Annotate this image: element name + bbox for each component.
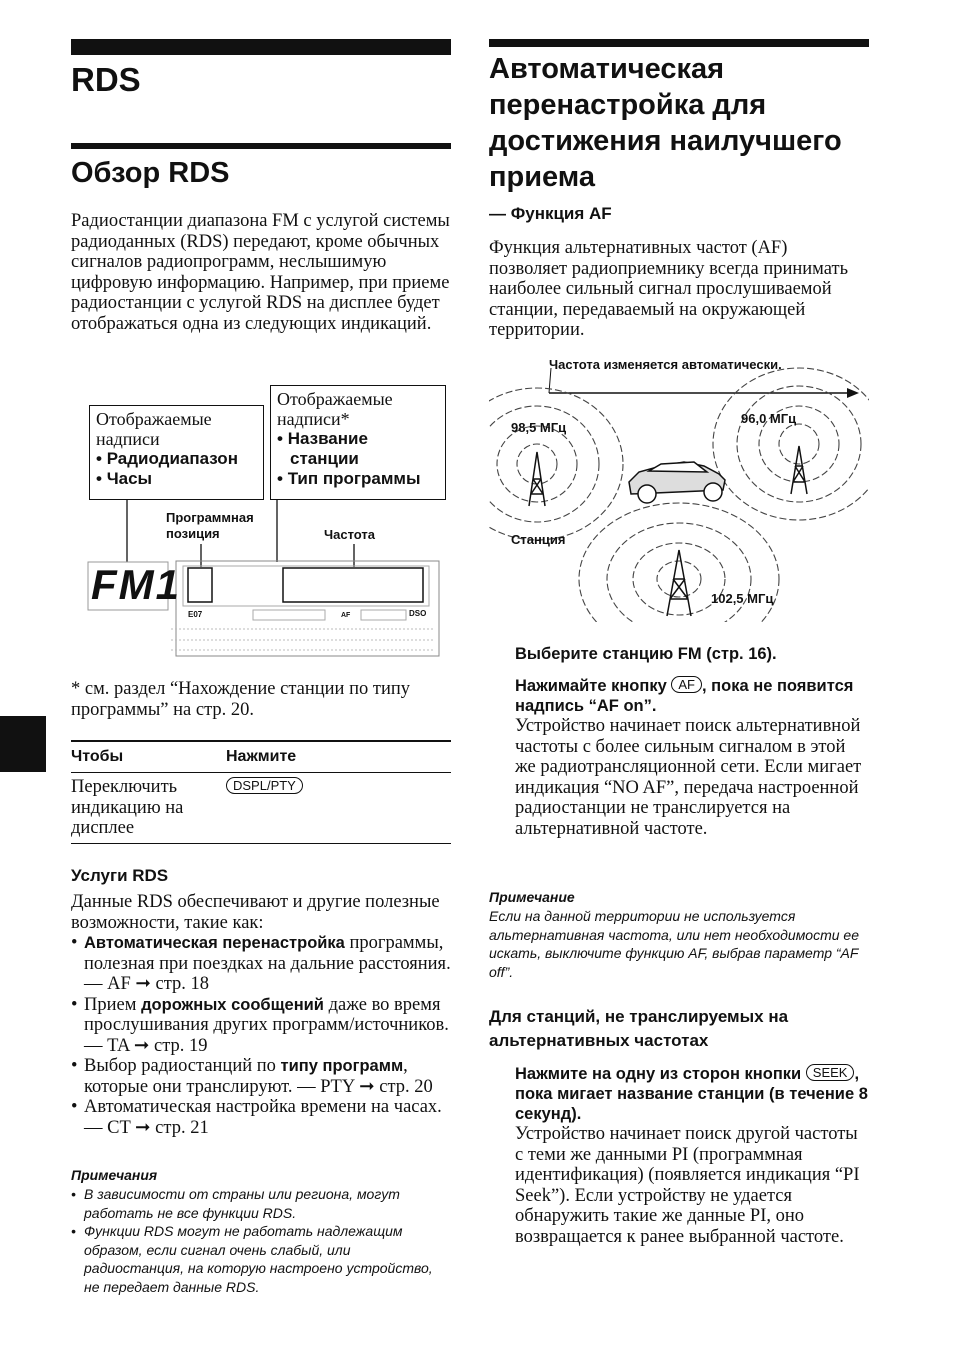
step-1: Выберите станцию FM (стр. 16).	[515, 645, 777, 663]
display-lines	[71, 384, 451, 660]
right-title-rule	[489, 39, 869, 47]
freq-label-2: 96,0 МГц	[741, 411, 797, 426]
footnote: * см. раздел “Нахождение станции по типу программы” на стр. 20.	[71, 679, 410, 720]
af-subheading: — Функция AF	[489, 204, 612, 223]
seek-button[interactable]: SEEK	[806, 1064, 855, 1081]
table-cell-action: Переключить индикацию на дисплее	[71, 777, 184, 838]
lcd-small-af: AF	[341, 612, 351, 619]
af-note-heading: Примечание	[489, 889, 575, 905]
indication-box-1: Отображаемые надписи • Радиодиапазон • Часы	[89, 405, 264, 500]
step-3-text: Устройство начинает поиск другой частоты с теми же данными PI (программная идентификация) (появляется индикация “PI Seek”). Если устройству не удается обнаружить такие же данные PI, оно возвращается к ранее выбранной частоте.	[515, 1124, 860, 1247]
table-header-press: Нажмите	[226, 748, 297, 765]
note-2: • Функции RDS могут не работать надлежащим образом, если сигнал очень слабый, или радиостанция, на которую настроено устройство, не передает данные RDS.	[71, 1222, 451, 1296]
service-ct: • Автоматическая настройка времени на часах. — CT ➞ стр. 21	[71, 1097, 451, 1138]
af-heading: Автоматическая перенастройка для достижения наилучшего приема	[489, 53, 842, 193]
af-caption: Частота изменяется автоматически.	[549, 357, 782, 372]
table-header-to: Чтобы	[71, 748, 124, 765]
keys-table	[71, 740, 451, 844]
station-label: Станция	[511, 532, 566, 547]
lcd-small-dso: DSO	[409, 609, 427, 618]
services-heading: Услуги RDS	[71, 866, 169, 885]
notes-list	[71, 1185, 451, 1296]
services-intro: Данные RDS обеспечивают и другие полезные возможности, такие как:	[71, 892, 440, 933]
af-button[interactable]: AF	[671, 676, 702, 693]
overview-text: Радиостанции диапазона FM с услугой системы радиоданных (RDS) передают, кроме обычных сигналов радиопрограмм, неслышимую цифровую информацию. Например, при приеме радиостанции с услугой RDS на дисплее будет отображаться одна из следующих индикаций.	[71, 211, 450, 334]
overview-heading: Обзор RDS	[71, 157, 230, 189]
note-1: • В зависимости от страны или региона, могут работать не все функции RDS.	[71, 1185, 451, 1222]
af-figure	[489, 354, 869, 622]
title-rule	[71, 39, 451, 55]
freq-label-1: 98,5 МГц	[511, 420, 567, 435]
dspl-pty-button[interactable]: DSPL/PTY	[226, 777, 303, 794]
label-program-position: Программная позиция	[166, 510, 254, 541]
service-pty: • Выбор радиостанций по типу программ, которые они транслируют. — PTY ➞ стр. 20	[71, 1056, 451, 1097]
label-frequency: Частота	[324, 527, 376, 542]
non-af-heading: Для станций, не транслируемых на альтернативных частотах	[489, 1007, 789, 1050]
step-2-text: Устройство начинает поиск альтернативной частоты с более сильным сигналом в этой же радиотрансляционной сети. Если мигает индикация “NO AF”, передача настроенной радиостанции не транслируется на альтернативной частоте.	[515, 716, 862, 839]
notes-heading: Примечания	[71, 1167, 158, 1183]
service-ta: • Прием дорожных сообщений даже во время прослушивания других программ/источников. — TA ➞ стр. 19	[71, 995, 451, 1057]
freq-label-3: 102,5 МГц	[711, 591, 774, 606]
display-diagram	[71, 384, 451, 660]
indication-box-2: Отображаемые надписи* • Название станции • Тип программы	[270, 385, 446, 500]
af-intro: Функция альтернативных частот (AF) позволяет радиоприемнику всегда принимать наиболее сильный сигнал прослушиваемой станции, передаваемый на окружающей территории.	[489, 238, 849, 340]
lcd-band-text: FM1	[91, 561, 181, 608]
af-illustration	[489, 354, 869, 622]
page-title: RDS	[71, 61, 141, 98]
section-rule	[71, 143, 451, 149]
step-2: Нажимайте кнопку AF , пока не появится надпись “AF on”. Устройство начинает поиск альтернативной частоты с более сильным сигналом в этой же радиотрансляционной сети. Если мигает индикация “NO AF”, передача настроенной радиостанции не транслируется на альтернативной частоте.	[515, 676, 869, 839]
lcd-small-e07: E07	[188, 610, 203, 619]
page-edge-tab	[0, 716, 46, 772]
af-note-text: Если на данной территории не используется альтернативная частота, или нет необходимости ее искать, выключите функцию AF, выбрав параметр “AF off”.	[489, 908, 859, 980]
services-list	[71, 933, 451, 1138]
step-3: Нажмите на одну из сторон кнопки SEEK , пока мигает название станции (в течение 8 секунд). Устройство начинает поиск другой частоты с теми же данными PI (программная идентификация) (появляется индикация “PI Seek”). Если устройству не удается обнаружить такие же данные PI, оно возвращается к ранее выбранной частоте.	[515, 1065, 868, 1247]
service-af: • Автоматическая перенастройка программы, полезная при поездках на дальние расстояния. — AF ➞ стр. 18	[71, 933, 451, 995]
